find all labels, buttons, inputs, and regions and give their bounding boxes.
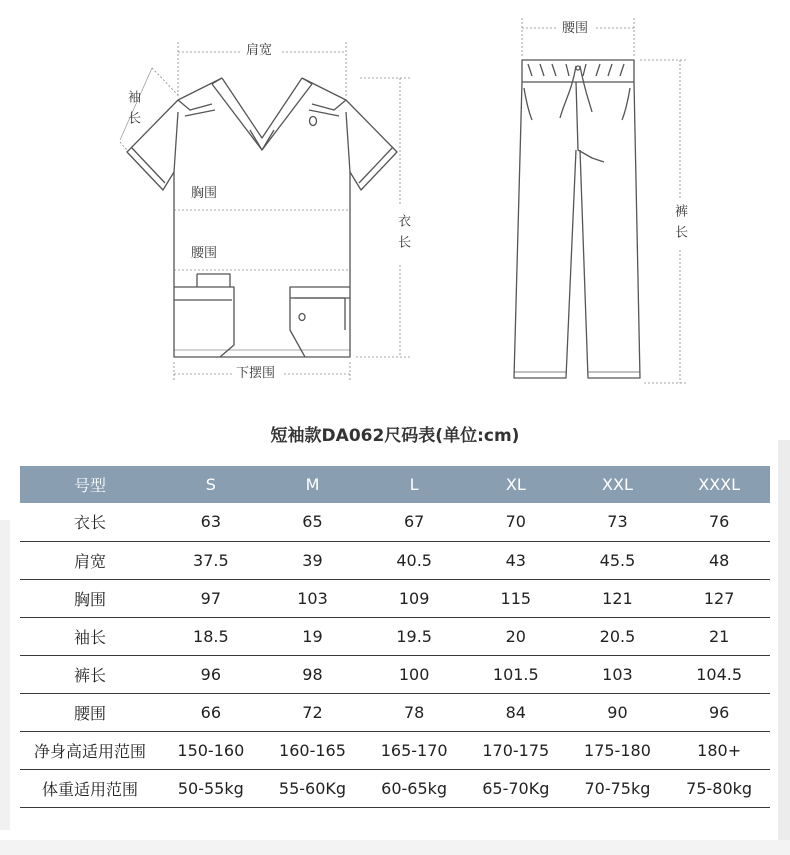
table-cell: 98: [262, 655, 364, 693]
table-cell: 19: [262, 617, 364, 655]
row-label: 净身高适用范围: [20, 731, 160, 769]
top-garment-sketch: [127, 78, 397, 357]
table-cell: 66: [160, 693, 262, 731]
table-cell: 70-75kg: [567, 769, 669, 807]
table-cell: 104.5: [668, 655, 770, 693]
table-cell: 70: [465, 503, 567, 541]
pants-sketch: [514, 60, 640, 378]
row-label: 肩宽: [20, 541, 160, 579]
table-cell: 127: [668, 579, 770, 617]
table-cell: 103: [262, 579, 364, 617]
table-cell: 73: [567, 503, 669, 541]
table-cell: 37.5: [160, 541, 262, 579]
table-cell: 103: [567, 655, 669, 693]
header-cell: S: [160, 466, 262, 503]
shoulder-width-label: 肩宽: [246, 43, 273, 58]
table-cell: 55-60Kg: [262, 769, 364, 807]
row-label: 衣长: [20, 503, 160, 541]
header-cell: XXL: [567, 466, 669, 503]
size-chart-title: 短袖款DA062尺码表(单位:cm): [270, 426, 520, 446]
table-cell: 180+: [668, 731, 770, 769]
size-table: [20, 466, 770, 808]
table-row: [20, 579, 770, 617]
table-cell: 45.5: [567, 541, 669, 579]
hem-label: 下摆围: [236, 366, 276, 381]
sleeve-length-label: 袖长: [125, 90, 140, 132]
row-label: 裤长: [20, 655, 160, 693]
table-row: [20, 617, 770, 655]
table-cell: 115: [465, 579, 567, 617]
top-length-label: 衣长: [395, 214, 410, 256]
table-cell: 65: [262, 503, 364, 541]
waist-label: 腰围: [191, 246, 218, 261]
table-cell: 50-55kg: [160, 769, 262, 807]
header-cell: XL: [465, 466, 567, 503]
table-row: [20, 693, 770, 731]
garment-diagram: [0, 0, 790, 400]
table-cell: 21: [668, 617, 770, 655]
table-cell: 39: [262, 541, 364, 579]
table-cell: 72: [262, 693, 364, 731]
header-cell: L: [363, 466, 465, 503]
header-cell: M: [262, 466, 364, 503]
header-cell: 号型: [20, 466, 160, 503]
table-cell: 150-160: [160, 731, 262, 769]
table-cell: 170-175: [465, 731, 567, 769]
table-cell: 20.5: [567, 617, 669, 655]
table-cell: 121: [567, 579, 669, 617]
table-cell: 96: [160, 655, 262, 693]
table-cell: 40.5: [363, 541, 465, 579]
row-label: 腰围: [20, 693, 160, 731]
table-cell: 18.5: [160, 617, 262, 655]
table-cell: 100: [363, 655, 465, 693]
table-cell: 43: [465, 541, 567, 579]
chest-label: 胸围: [191, 186, 218, 201]
table-cell: 78: [363, 693, 465, 731]
table-row: [20, 541, 770, 579]
table-row: [20, 655, 770, 693]
table-cell: 20: [465, 617, 567, 655]
table-cell: 97: [160, 579, 262, 617]
row-label: 胸围: [20, 579, 160, 617]
table-cell: 76: [668, 503, 770, 541]
table-cell: 48: [668, 541, 770, 579]
header-cell: XXXL: [668, 466, 770, 503]
right-edge-band: [778, 440, 790, 840]
table-cell: 65-70Kg: [465, 769, 567, 807]
table-cell: 101.5: [465, 655, 567, 693]
table-cell: 19.5: [363, 617, 465, 655]
pants-waist-label: 腰围: [562, 21, 589, 36]
table-cell: 67: [363, 503, 465, 541]
table-cell: 96: [668, 693, 770, 731]
table-cell: 90: [567, 693, 669, 731]
pants-length-label: 裤长: [672, 204, 687, 246]
table-cell: 160-165: [262, 731, 364, 769]
table-cell: 75-80kg: [668, 769, 770, 807]
table-header-row: [20, 466, 770, 503]
table-cell: 175-180: [567, 731, 669, 769]
row-label: 体重适用范围: [20, 769, 160, 807]
table-cell: 165-170: [363, 731, 465, 769]
table-cell: 60-65kg: [363, 769, 465, 807]
row-label: 袖长: [20, 617, 160, 655]
table-cell: 84: [465, 693, 567, 731]
left-edge-band: [0, 520, 10, 830]
table-cell: 63: [160, 503, 262, 541]
table-cell: 109: [363, 579, 465, 617]
table-row: [20, 731, 770, 769]
table-row: [20, 769, 770, 807]
table-row: [20, 503, 770, 541]
